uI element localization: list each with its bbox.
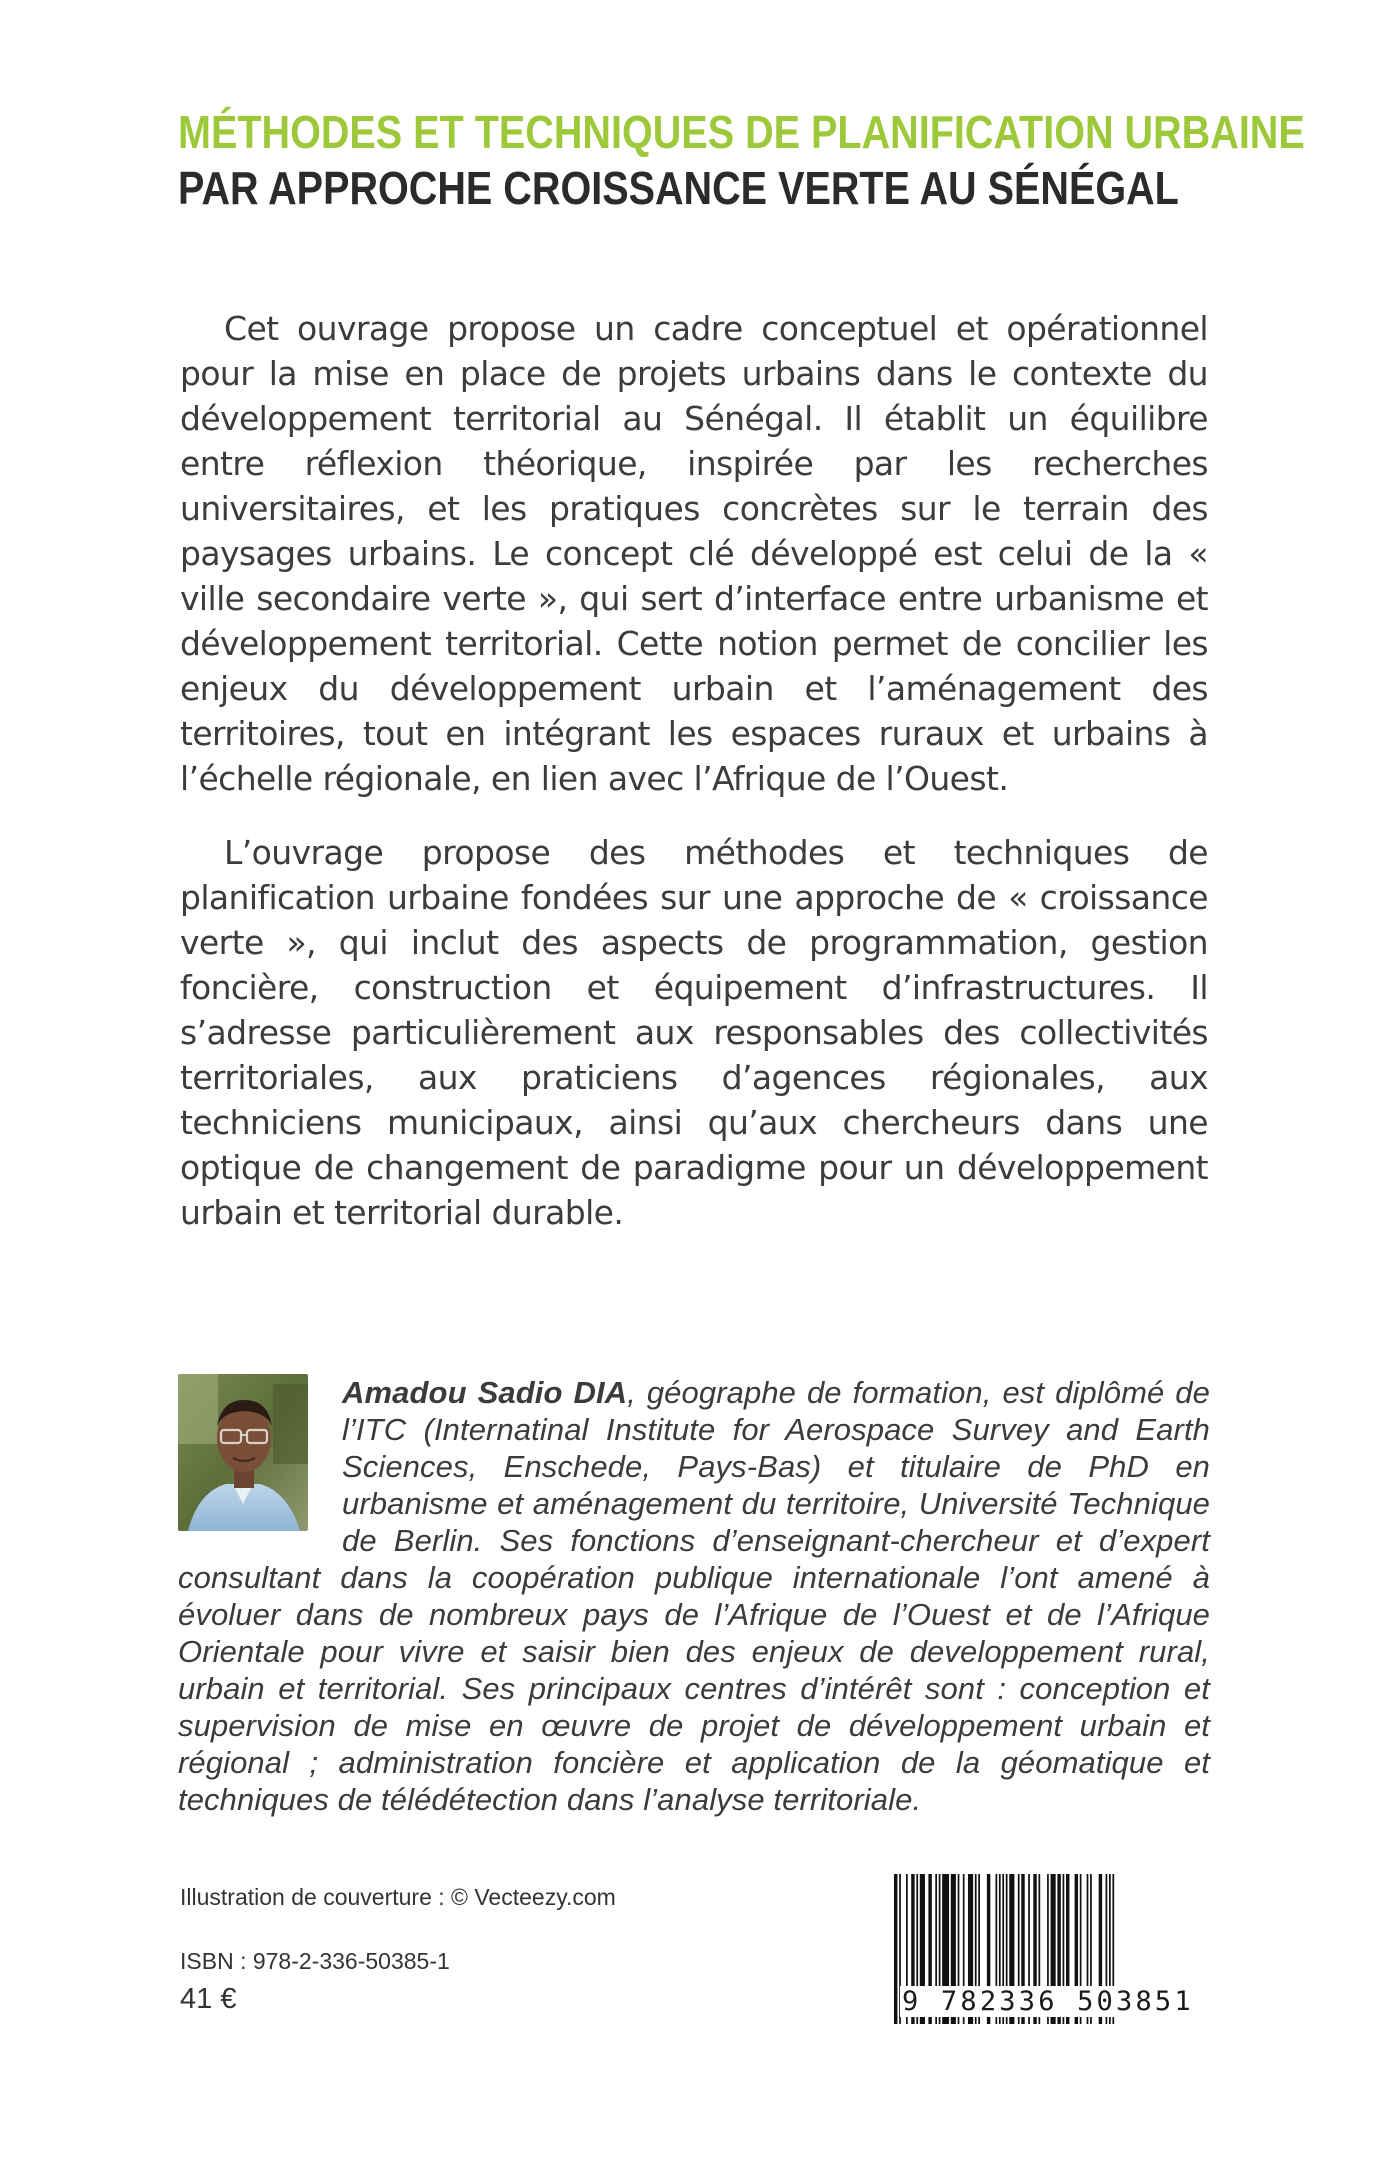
author-section: [178, 1374, 1210, 1818]
barcode-number: 9 782336 503851: [902, 1986, 1194, 2017]
isbn: ISBN : 978-2-336-50385-1: [180, 1948, 450, 1974]
author-name: Amadou Sadio DIA: [342, 1375, 628, 1410]
illustration-credit: Illustration de couverture : © Vecteezy.com: [180, 1884, 616, 1910]
price: 41 €: [180, 1983, 237, 2015]
author-bio-text: , géographe de formation, est diplômé de l’ITC (Internatinal Institute for Aerospace Survey and Earth Sciences, Enschede, Pays-Bas) et titulaire de PhD en urbanisme et aménagement du territoire, Université Technique de Berlin. Ses fonctions d’enseignant-chercheur et d’expert consultant dans la coopération publique internationale l’ont amené à évoluer dans de nombreux pays de l’Afrique de l’Ouest et de l’Afrique Orientale pour vivre et saisir bien des enjeux de developpement rural, urbain et territorial. Ses principaux centres d’intérêt sont : conception et supervision de mise en œuvre de projet de développement urbain et régional ; administration foncière et application de la géomatique et techniques de télédétection dans l’analyse territoriale.: [178, 1375, 1210, 1817]
author-bio: [178, 1374, 1210, 1818]
book-title: [178, 104, 1305, 216]
title-line-1: MÉTHODES ET TECHNIQUES DE PLANIFICATION URBAINE: [178, 106, 1305, 158]
author-portrait-image: [178, 1374, 308, 1531]
title-line-2: PAR APPROCHE CROISSANCE VERTE AU SÉNÉGAL: [178, 162, 1179, 214]
barcode-bar: [894, 1874, 897, 2024]
summary-paragraph-2: L’ouvrage propose des méthodes et techniques de planification urbaine fondées sur une approche de « croissance verte », qui inclut des aspects de programmation, gestion foncière, construction et équipement d’infrastructures. Il s’adresse particulièrement aux responsables des collectivités territoriales, aux praticiens d’agences régionales, aux techniciens municipaux, ainsi qu’aux chercheurs dans une optique de changement de paradigme pour un développement urbain et territorial durable.: [180, 833, 1208, 1232]
barcode-digits: [900, 1986, 1220, 2017]
summary-paragraph-1: Cet ouvrage propose un cadre conceptuel et opérationnel pour la mise en place de projets urbains dans le contexte du développement territorial au Sénégal. Il établit un équilibre entre réflexion théorique, inspirée par les recherches universitaires, et les pratiques concrètes sur le terrain des paysages urbains. Le concept clé développé est celui de la « ville secondaire verte », qui sert d’interface entre urbanisme et développement territorial. Cette notion permet de concilier les enjeux du développement urbain et l’aménagement des territoires, tout en intégrant les espaces ruraux et urbains à l’échelle régionale, en lien avec l’Afrique de l’Ouest.: [180, 309, 1208, 798]
author-photo: [178, 1374, 308, 1531]
summary: [180, 306, 1208, 1235]
